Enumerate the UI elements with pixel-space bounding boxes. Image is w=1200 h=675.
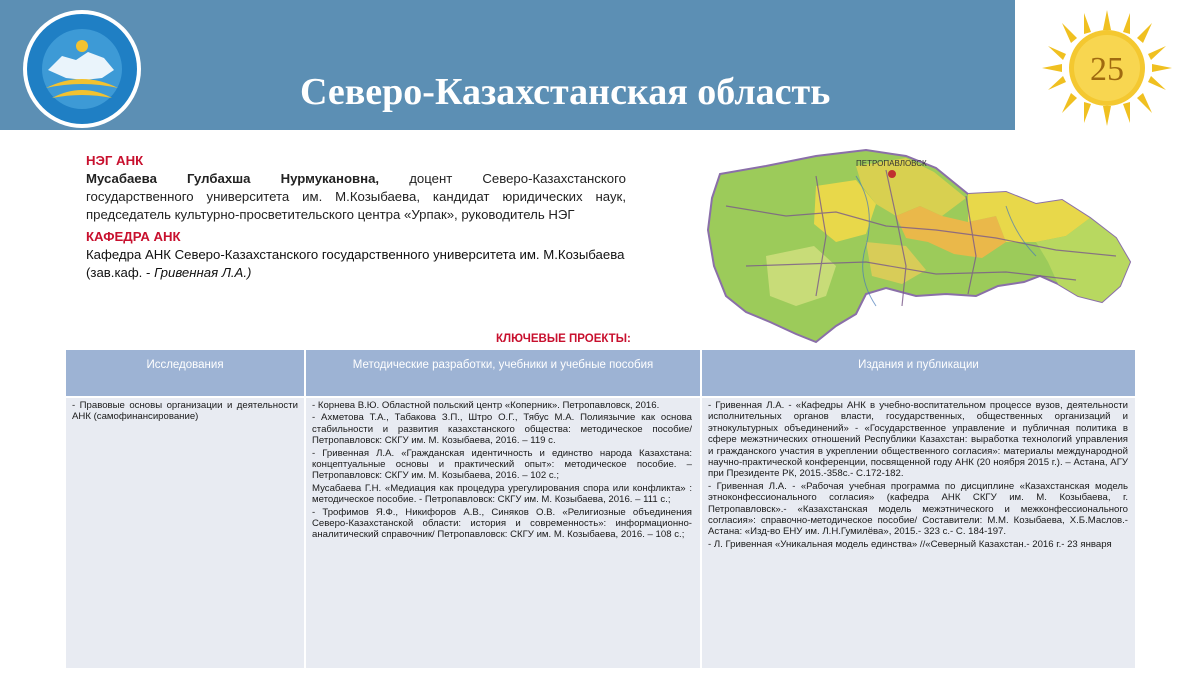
header-divider	[66, 396, 1135, 398]
list-item: - Гривенная Л.А. «Гражданская идентичность и единство народа Казахстана: концептуальные основы и практический опыт»: методическое пособие. – Петропавловск: СКГУ им. М. Козыбаева, 2016. – 102 с.;	[312, 447, 692, 482]
projects-table	[66, 350, 1135, 668]
list-item: - Л. Гривенная «Уникальная модель единства» //«Северный Казахстан.- 2016 г.- 23 января	[708, 538, 1112, 550]
list-item: - Корнева В.Ю. Областной польский центр «Коперник». Петропавловск, 2016.	[312, 400, 660, 411]
dept-heading: КАФЕДРА АНК	[86, 229, 181, 244]
neg-leader-name: Мусабаева Гулбахша Нурмукановна,	[86, 171, 380, 186]
publications-cell	[708, 400, 1128, 551]
header-methodical: Методические разработки, учебники и учебные пособия	[352, 359, 654, 371]
list-item: - Гривенная Л.А. - «Кафедры АНК в учебно-воспитательном процессе вузов, деятельности исполнительных органов власти, государственных, общественных организаций и этнокультурных объединений» - «Государственное управление и публичная политика в сфере межэтнических отношений Республики Казахстан: выработка технологий управления и гражданского участия в укреплении общественного согласия»: материалы международной научно-практической конференции, посвященной году АНК (20 ноября 2015 г.). – Астана, АГУ при Президенте РК, 2015.-358с.- С.172-182.	[708, 400, 1128, 480]
list-item: - Трофимов Я.Ф., Никифоров А.В., Синяков О.В. «Религиозные объединения Северо-Казахстанской области: история и современность»: информационно-аналитический справочник/ Петропавловск: СКГУ им. М. Козыбаева, 2016. – 108 с.;	[312, 506, 692, 541]
list-item: - Гривенная Л.А. - «Рабочая учебная программа по дисциплине «Казахстанская модель этноконфессионального согласия» (кафедра АНК СКГУ им. М. Козыбаева, г. Петропавловск».- «Казахстанская модель межэтнического и межконфессионального согласия»: справочно-методическое пособие/ Составители: М.М. Козыбаева, Х.Б.Маслов.- Астана: «Изд-во ЕНУ им. Л.Н.Гумилёва», 2015.- 323 с.- С. 184-197.	[708, 480, 1128, 538]
research-cell	[72, 400, 298, 424]
neg-heading: НЭГ АНК	[86, 153, 144, 168]
anniversary-number: 25	[1090, 51, 1124, 88]
info-block	[86, 152, 626, 282]
dept-head-name: Гривенная Л.А.)	[154, 265, 252, 280]
region-map	[706, 146, 1152, 350]
city-label-petropavlovsk: ПЕТРОПАВЛОВСК	[856, 159, 927, 168]
methodical-cell	[312, 400, 692, 542]
neg-leader-details: доцент Северо-Казахстанского государственного университета им. М.Козыбаева, кандидат юридических наук, председатель культурно-просветительского центра «Урпак», руководитель НЭГ	[86, 171, 626, 222]
assembly-emblem-logo	[18, 8, 146, 130]
header-publications: Издания и публикации	[858, 359, 979, 371]
page-title: Северо-Казахстанская область	[300, 71, 831, 113]
anniversary-25-sun-logo	[1032, 8, 1182, 128]
key-projects-title: КЛЮЧЕВЫЕ ПРОЕКТЫ:	[496, 333, 631, 345]
neg-description	[86, 170, 626, 224]
list-item: - Ахметова Т.А., Табакова З.П., Штро О.Г., Тябус М.А. Полиязычие как основа стабильности и развития казахстанского общества: методическое пособие/ Петропавловск: СКГУ им. М. Козыбаева, 2016. – 119 с.	[312, 412, 692, 447]
dept-description	[86, 246, 626, 282]
dept-text: Кафедра АНК Северо-Казахстанского государственного университета им. М.Козыбаева (зав.каф. -	[86, 247, 625, 280]
list-item: Мусабаева Г.Н. «Медиация как процедура урегулирования спора или конфликта» : методическое пособие. - Петропавловск: СКГУ им. М. Козыбаева, 2016. – 111 с.;	[312, 482, 692, 506]
list-item: - Правовые основы организации и деятельности АНК (самофинансирование)	[72, 400, 298, 423]
header-research: Исследования	[146, 359, 224, 371]
